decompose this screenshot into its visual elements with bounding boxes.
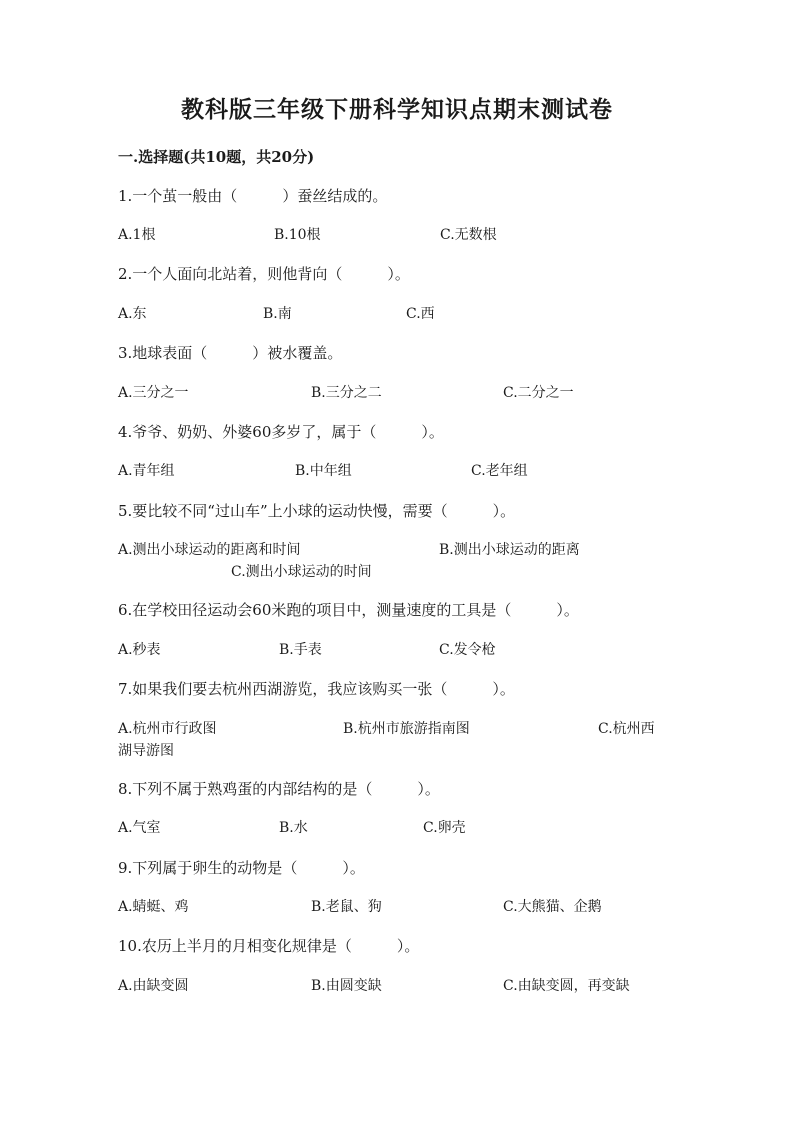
q8-option-a: A.气室 [118, 820, 161, 836]
q2-option-c: C.西 [406, 306, 435, 322]
q3-option-a: A.三分之一 [118, 385, 189, 401]
q8-option-b: B.水 [279, 820, 308, 836]
q3-option-b: B.三分之二 [311, 385, 382, 401]
section-heading: 一.选择题(共10题，共20分) [118, 148, 315, 166]
q9-option-c: C.大熊猫、企鹅 [503, 899, 602, 915]
q8-option-c: C.卵壳 [423, 820, 466, 836]
question-7: 7.如果我们要去杭州西湖游览，我应该购买一张（ ）。 [118, 680, 515, 698]
q7-option-b: B.杭州市旅游指南图 [343, 721, 470, 737]
question-3: 3.地球表面（ ）被水覆盖。 [118, 344, 343, 362]
q2-option-b: B.南 [263, 306, 292, 322]
q1-option-a: A.1根 [118, 227, 156, 243]
question-8: 8.下列不属于熟鸡蛋的内部结构的是（ ）。 [118, 780, 440, 798]
question-9: 9.下列属于卵生的动物是（ ）。 [118, 859, 365, 877]
q4-option-a: A.青年组 [118, 463, 175, 479]
question-10: 10.农历上半月的月相变化规律是（ ）。 [118, 937, 420, 955]
q7-option-a: A.杭州市行政图 [118, 721, 217, 737]
q1-option-b: B.10根 [274, 227, 321, 243]
question-5: 5.要比较不同“过山车”上小球的运动快慢，需要（ ）。 [118, 502, 516, 520]
page-title: 教科版三年级下册科学知识点期末测试卷 [181, 96, 613, 123]
question-2: 2.一个人面向北站着，则他背向（ ）。 [118, 265, 410, 283]
q10-option-c: C.由缺变圆，再变缺 [503, 978, 630, 994]
q4-option-b: B.中年组 [295, 463, 352, 479]
question-6: 6.在学校田径运动会60米跑的项目中，测量速度的工具是（ ）。 [118, 601, 579, 619]
question-4: 4.爷爷、奶奶、外婆60多岁了，属于（ ）。 [118, 423, 444, 441]
q3-option-c: C.二分之一 [503, 385, 574, 401]
q10-option-b: B.由圆变缺 [311, 978, 382, 994]
q9-option-a: A.蜻蜓、鸡 [118, 899, 189, 915]
question-1: 1.一个茧一般由（ ）蚕丝结成的。 [118, 187, 388, 205]
q4-option-c: C.老年组 [471, 463, 528, 479]
q9-option-b: B.老鼠、狗 [311, 899, 382, 915]
q2-option-a: A.东 [118, 306, 147, 322]
q5-option-a: A.测出小球运动的距离和时间 [118, 542, 301, 558]
q6-option-c: C.发令枪 [439, 642, 496, 658]
q5-option-b: B.测出小球运动的距离 [439, 542, 580, 558]
q1-option-c: C.无数根 [440, 227, 497, 243]
q7-option-c: C.杭州西湖导游图 [118, 721, 655, 759]
q10-option-a: A.由缺变圆 [118, 978, 189, 994]
q5-option-c: C.测出小球运动的时间 [231, 564, 372, 580]
q6-option-b: B.手表 [279, 642, 322, 658]
q6-option-a: A.秒表 [118, 642, 161, 658]
